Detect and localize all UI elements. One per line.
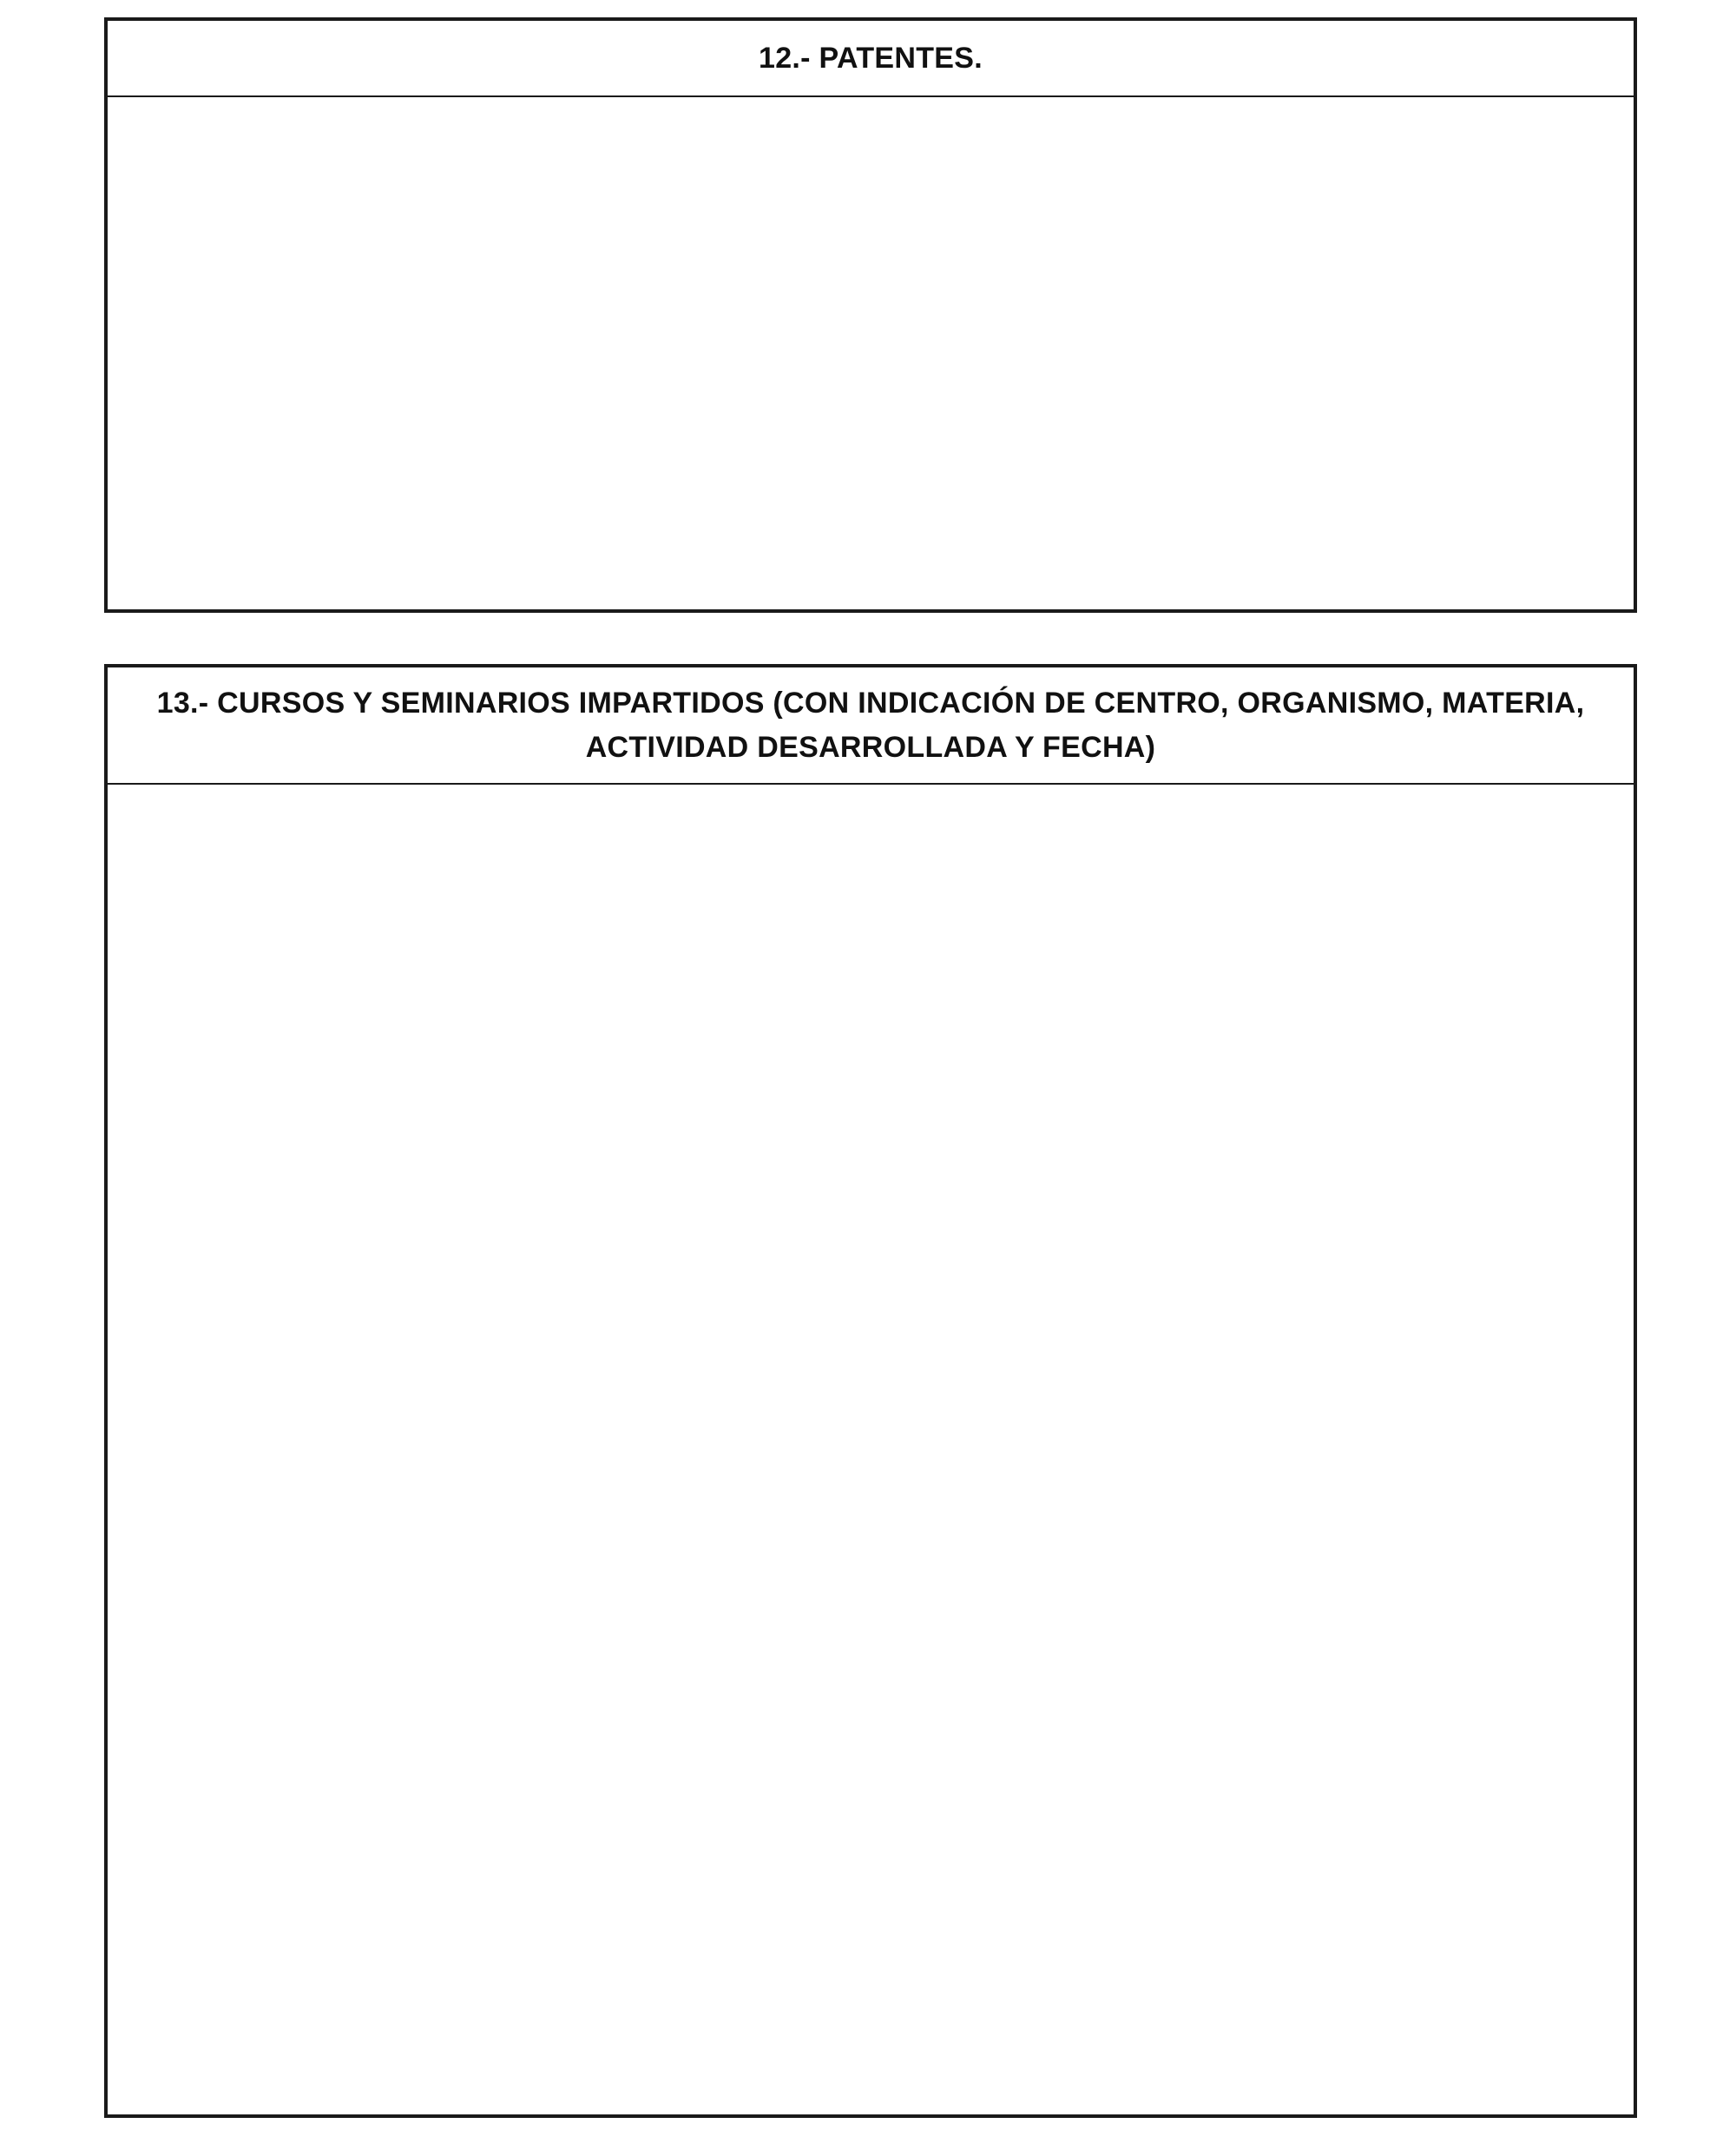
cursos-seminarios-section — [104, 664, 1637, 2118]
section-title: 12.- PATENTES. — [759, 41, 983, 75]
section-title-line-2: ACTIVIDAD DESARROLLADA Y FECHA) — [585, 730, 1156, 764]
section-header — [108, 21, 1634, 97]
patentes-entry-area[interactable] — [108, 97, 1634, 609]
patentes-section — [104, 17, 1637, 613]
section-title-line-1: 13.- CURSOS Y SEMINARIOS IMPARTIDOS (CON INDICACIÓN DE CENTRO, ORGANISMO, MATERIA, — [156, 686, 1585, 720]
section-header — [108, 667, 1634, 785]
cursos-seminarios-entry-area[interactable] — [108, 785, 1634, 2114]
